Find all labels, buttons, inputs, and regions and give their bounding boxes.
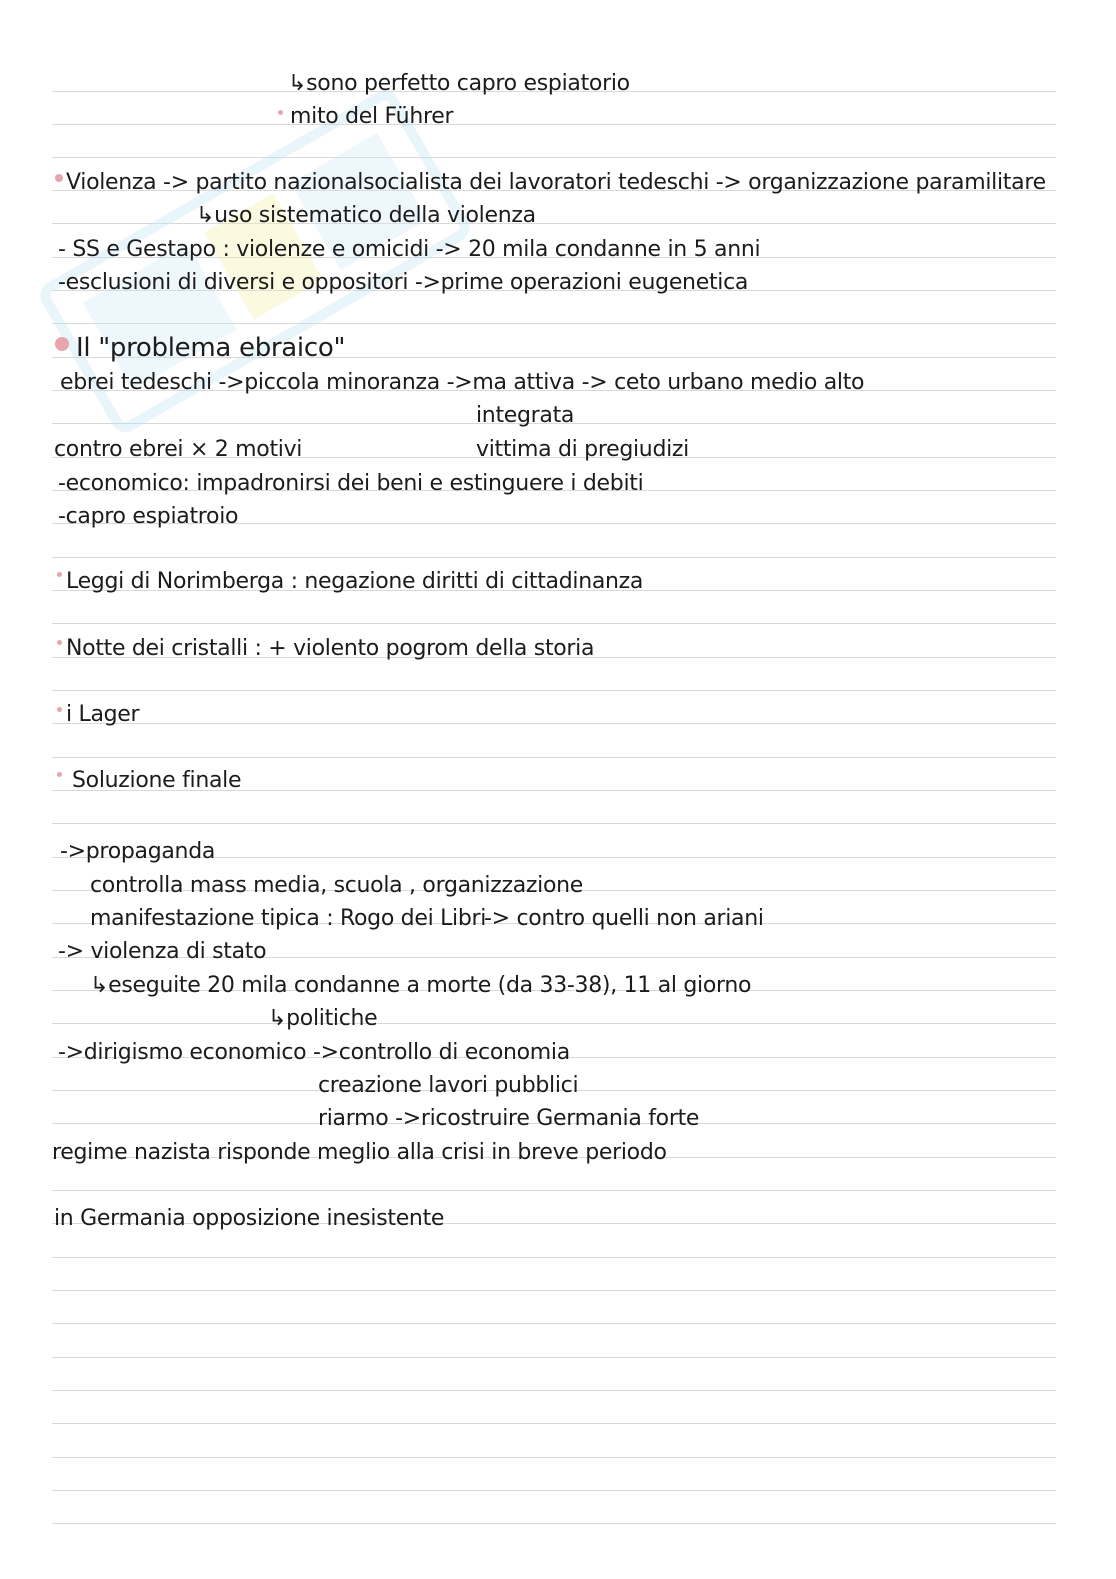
note-line-24: ↳politiche: [268, 1006, 378, 1031]
note-line-5: - SS e Gestapo : violenze e omicidi -> 20 mila condanne in 5 anni: [58, 237, 761, 262]
bullet-dot: [57, 707, 62, 712]
note-line-1: ↳sono perfetto capro espiatorio: [288, 71, 630, 96]
note-line-22: -> violenza di stato: [58, 939, 267, 964]
bullet-dot: [55, 337, 69, 351]
note-line-20: manifestazione tipica : Rogo dei Libri: [90, 906, 487, 931]
note-line-9: integrata: [476, 403, 575, 428]
note-line-13: -capro espiatroio: [58, 504, 239, 529]
note-line-29: in Germania opposizione inesistente: [54, 1206, 445, 1231]
bullet-dot: [55, 174, 63, 182]
note-line-10: contro ebrei × 2 motivi: [54, 437, 303, 462]
note-line-27: riarmo ->ricostruire Germania forte: [318, 1106, 700, 1131]
note-line-15: Notte dei cristalli : + violento pogrom della storia: [66, 636, 595, 661]
note-line-21: -> contro quelli non ariani: [484, 906, 764, 931]
note-line-16: i Lager: [66, 702, 140, 727]
bullet-dot: [57, 640, 62, 645]
note-line-3: Violenza -> partito nazionalsocialista dei lavoratori tedeschi -> organizzazione paramilitare: [66, 170, 1046, 195]
bullet-dot: [57, 572, 62, 577]
section-heading: Il "problema ebraico": [76, 333, 346, 363]
note-line-11: vittima di pregiudizi: [476, 437, 689, 462]
note-line-28: regime nazista risponde meglio alla crisi in breve periodo: [52, 1140, 667, 1165]
note-line-18: ->propaganda: [60, 839, 216, 864]
note-line-4: ↳uso sistematico della violenza: [196, 203, 536, 228]
note-line-6: -esclusioni di diversi e oppositori ->prime operazioni eugenetica: [58, 270, 749, 295]
note-line-17: Soluzione finale: [72, 768, 242, 793]
note-line-25: ->dirigismo economico ->controllo di economia: [58, 1040, 570, 1065]
note-line-23: ↳eseguite 20 mila condanne a morte (da 33-38), 11 al giorno: [90, 973, 752, 998]
bullet-dot: [278, 110, 283, 115]
note-line-12: -economico: impadronirsi dei beni e estinguere i debiti: [58, 471, 644, 496]
note-line-2: mito del Führer: [290, 104, 454, 129]
note-line-14: Leggi di Norimberga : negazione diritti di cittadinanza: [66, 569, 644, 594]
bullet-dot: [57, 772, 62, 777]
note-line-26: creazione lavori pubblici: [318, 1073, 579, 1098]
note-line-8: ebrei tedeschi ->piccola minoranza ->ma attiva -> ceto urbano medio alto: [60, 370, 865, 395]
note-line-19: controlla mass media, scuola , organizzazione: [90, 873, 584, 898]
